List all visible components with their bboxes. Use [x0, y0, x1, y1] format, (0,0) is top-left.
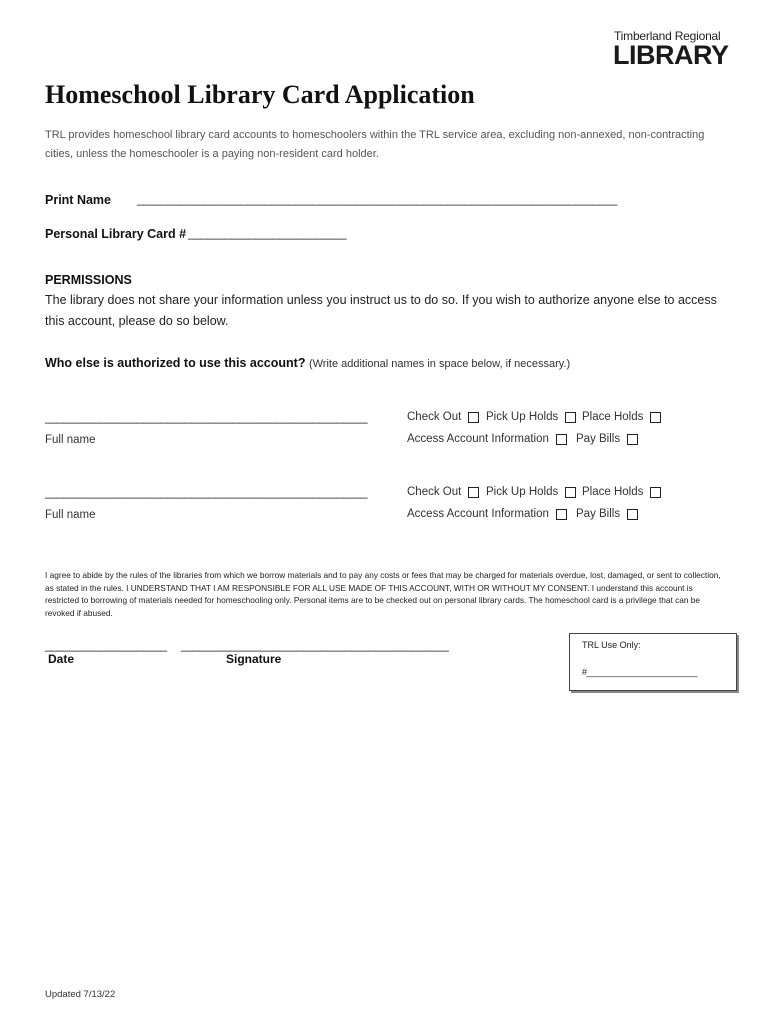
checkbox-icon[interactable] [468, 487, 479, 498]
checkbox-icon[interactable] [627, 434, 638, 445]
checkbox-icon[interactable] [468, 412, 479, 423]
authorized-question-row [45, 356, 570, 370]
option-pay-bills-2[interactable] [576, 508, 638, 520]
authorized-question: Who else is authorized to use this account? [45, 356, 306, 370]
option-label: Access Account Information [407, 433, 549, 445]
date-label: Date [48, 652, 75, 666]
option-label: Check Out [407, 411, 462, 423]
logo-top-text: Timberland Regional [614, 29, 721, 43]
trl-use-only-number: #________________________ [582, 667, 698, 677]
option-access-account-1[interactable] [407, 433, 567, 445]
checkbox-icon[interactable] [650, 412, 661, 423]
option-label: Place Holds [582, 486, 644, 498]
checkbox-icon[interactable] [627, 509, 638, 520]
checkbox-icon[interactable] [650, 487, 661, 498]
option-place-holds-2[interactable] [582, 486, 661, 498]
full-name-field-1[interactable]: _____________________________________________________ [45, 410, 367, 424]
checkbox-icon[interactable] [565, 487, 576, 498]
option-place-holds-1[interactable] [582, 411, 661, 423]
card-number-field[interactable]: __________________________ [188, 226, 346, 240]
option-label: Access Account Information [407, 508, 549, 520]
trl-use-only-title: TRL Use Only: [582, 640, 641, 650]
print-name-field[interactable]: _______________________________________________________________________________ [137, 192, 617, 206]
permissions-heading: PERMISSIONS [45, 273, 132, 287]
option-label: Pick Up Holds [486, 486, 559, 498]
full-name-label-2: Full name [45, 509, 96, 521]
date-field[interactable]: ____________________ [45, 638, 167, 652]
option-access-account-2[interactable] [407, 508, 567, 520]
authorized-note: (Write additional names in space below, if necessary.) [308, 358, 571, 370]
option-pay-bills-1[interactable] [576, 433, 638, 445]
option-label: Pay Bills [576, 508, 621, 520]
option-pick-up-holds-1[interactable] [486, 411, 576, 423]
option-label: Check Out [407, 486, 462, 498]
intro-text: TRL provides homeschool library card accounts to homeschoolers within the TRL service area, excluding non-annexed, non-contracting cities, unless the homeschooler is a paying non-resident card holder. [45, 129, 705, 160]
print-name-label: Print Name [45, 193, 111, 207]
card-number-label: Personal Library Card # [45, 227, 187, 241]
agreement-text: I agree to abide by the rules of the libraries from which we borrow materials and to pay any costs or fees that may be charged for materials overdue, lost, damaged, or sent to collection, as stated in the rules. I UNDERSTAND THAT I AM RESPONSIBLE FOR ALL USE MADE OF THIS ACCOUNT, WITH OR WITHOUT MY CONSENT. I understand this account is restricted to borrowing of materials needed for homeschooling only. Personal items are to be checked out on personal library cards. The homeschool card is a privilege that can be revoked if abused. [45, 570, 721, 618]
checkbox-icon[interactable] [565, 412, 576, 423]
option-pick-up-holds-2[interactable] [486, 486, 576, 498]
trl-use-only-box [569, 633, 737, 691]
option-check-out-2[interactable] [407, 486, 479, 498]
logo-main-text: LIBRARY [613, 40, 729, 70]
updated-date: Updated 7/13/22 [45, 989, 116, 1000]
full-name-label-1: Full name [45, 434, 96, 446]
option-label: Pick Up Holds [486, 411, 559, 423]
checkbox-icon[interactable] [556, 509, 567, 520]
option-check-out-1[interactable] [407, 411, 479, 423]
page-title: Homeschool Library Card Application [45, 80, 475, 109]
permissions-text: The library does not share your information unless you instruct us to do so. If you wish to authorize anyone else to access this account, please do so below. [45, 293, 717, 328]
full-name-field-2[interactable]: _____________________________________________________ [45, 485, 367, 499]
option-label: Place Holds [582, 411, 644, 423]
checkbox-icon[interactable] [556, 434, 567, 445]
option-label: Pay Bills [576, 433, 621, 445]
signature-label: Signature [226, 652, 282, 666]
signature-field[interactable]: ____________________________________________ [181, 638, 449, 652]
